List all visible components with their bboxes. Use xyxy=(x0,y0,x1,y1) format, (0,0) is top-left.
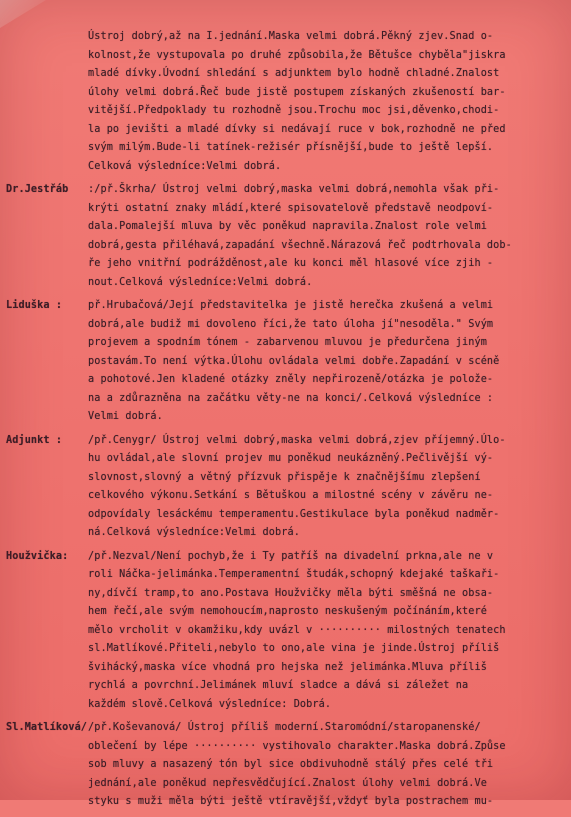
speaker-name: Houžvička: xyxy=(6,550,69,562)
review-section-houzvicka xyxy=(0,548,571,715)
text-line: styku s muži měla býti ještě vtíravější,vždyť byla postrachem mu- xyxy=(88,796,494,807)
text-line: na a zdůrazněna na začátku věty-ne na konci/.Celková výsledníce : xyxy=(88,392,494,404)
text-line: /př.Koševanová/ Ústroj příliš moderní.Staromódní/staropanenské/ xyxy=(88,722,481,733)
text-line: la po jevišti a mladé dívky si nedávají ruce v bok,rozhodně ne před xyxy=(88,123,506,135)
text-line: kolnost,že vystupovala po druhé způsobila,že Bětušce chyběla"jiskra xyxy=(88,49,506,61)
text-line: sob mluvy a nasazený tón byl sice obdivuhodně stálý přes celé tři xyxy=(88,759,494,770)
text-line: úlohy velmi dobrá.Řeč bude jistě postupem získaných zkušeností bar- xyxy=(88,86,506,98)
speaker-name: Dr.Jestřáb xyxy=(6,184,69,195)
speaker-name: Liduška : xyxy=(6,300,63,311)
review-section-betuska xyxy=(0,28,571,176)
text-line: Celková výsledníce:Velmi dobrá. xyxy=(88,160,282,172)
text-line: postavám.To není výtka.Úlohu ovládala velmi dobře.Zapadání v scéně xyxy=(88,355,500,367)
text-line: Velmi dobrá. xyxy=(88,411,163,422)
text-line: hem řečí,ale svým nemohoucím,naprosto neskušeným počínáním,které xyxy=(88,606,487,617)
review-section-jestrab xyxy=(0,181,571,292)
text-line: mladé dívky.Úvodní shledání s adjunktem bylo hodně chladné.Znalost xyxy=(88,68,500,79)
text-line: ná.Celková výsledníce:Velmi dobrá. xyxy=(88,527,300,538)
text-line: dobrá,gesta přiléhavá,zapadání všechně.Nárazová řeč podtrhovala dob- xyxy=(88,239,512,251)
typewritten-document xyxy=(0,28,571,817)
text-line: sl.Matlíkové.Přiteli,nebylo to ono,ale vina je jinde.Ústroj příliš xyxy=(88,643,500,654)
text-line: a pohotové.Jen kladené otázky zněly nepřirozeně/otázka je polože- xyxy=(88,374,494,385)
folded-corner xyxy=(0,0,46,28)
speaker-name: Sl.Matlíková/ xyxy=(6,722,88,733)
text-line: svým milým.Bude-li tatínek-režisér přísnější,bude to ještě lepší. xyxy=(88,142,494,153)
review-section-matlikova xyxy=(0,719,571,812)
speaker-name: Adjunkt : xyxy=(6,434,63,446)
text-line: /př.Nezval/Není pochyb,že i Ty patříš na divadelní prkna,ale ne v xyxy=(88,550,494,562)
text-line: odpovídaly lesáckému temperamentu.Gestikulace byla poněkud nadměr- xyxy=(88,508,500,520)
text-line: nout.Celková výsledníce:Velmi dobrá. xyxy=(88,276,313,288)
text-line: ny,dívčí tramp,to ano.Postava Houžvičky měla býti směšná ne obsa- xyxy=(88,587,494,599)
text-line: roli Náčka-jelimánka.Temperamentní študák,schopný kdejaké taškaři- xyxy=(88,569,500,580)
text-line: dobrá,ale budiž mi dovoleno říci,že tato úloha jí"nesoděla." Svým xyxy=(88,318,494,330)
text-line: dala.Pomalejší mluva by věc poněkud napravila.Znalost role velmi xyxy=(88,221,487,232)
text-line: každém slově.Celková výsledníce: Dobrá. xyxy=(88,698,332,710)
text-line: jednání,ale poněkud nepřesvědčující.Znalost úlohy velmi dobrá.Ve xyxy=(88,777,487,789)
text-line: rychlá a povrchní.Jelimánek mluví sladce a dává si záležet na xyxy=(88,680,469,691)
text-line: švihácký,maska více vhodná pro hejska než jelimánka.Mluva příliš xyxy=(88,661,487,673)
text-line: /př.Cenygr/ Ústroj velmi dobrý,maska velmi dobrá,zjev příjemný.Úlo- xyxy=(88,434,506,446)
review-section-adjunkt xyxy=(0,432,571,543)
text-line: vitější.Předpoklady tu rozhodně jsou.Trochu moc jsi,děvenko,chodi- xyxy=(88,105,500,116)
text-line: Ústroj dobrý,až na I.jednání.Maska velmi dobrá.Pěkný zjev.Snad o- xyxy=(88,31,494,42)
text-line: oblečení by lépe ·········· vystihovalo charakter.Maska dobrá.Způse xyxy=(88,740,506,752)
text-line: celkového výkonu.Setkání s Bětuškou a milostné scény v závěru ne- xyxy=(88,490,494,501)
review-section-liduska xyxy=(0,297,571,427)
text-line: projevem a spodním tónem - zabarvenou mluvou je předurčena jiným xyxy=(88,337,487,348)
text-line: mělo vrcholit v okamžiku,kdy uvázl v ·········· milostných tenatech xyxy=(88,624,506,636)
text-line: hu ovládal,ale slovní projev mu poněkud neukázněný.Pečlivější vý- xyxy=(88,453,494,464)
text-line: ře jeho vnitřní podrážděnost,ale ku konci měl hlasové více zjih - xyxy=(88,258,494,269)
text-line: krýti ostatní znaky mládí,které spisovatelově představě neodpoví- xyxy=(88,202,494,214)
text-line: př.Hrubačová/Její představitelka je jistě herečka zkušená a velmi xyxy=(88,300,494,311)
text-line: slovnost,slovný a větný přízvuk přispěje k značnějšímu zlepšení xyxy=(88,471,481,483)
text-line: :/př.Škrha/ Ústroj velmi dobrý,maska velmi dobrá,nemohla však při- xyxy=(88,184,500,195)
